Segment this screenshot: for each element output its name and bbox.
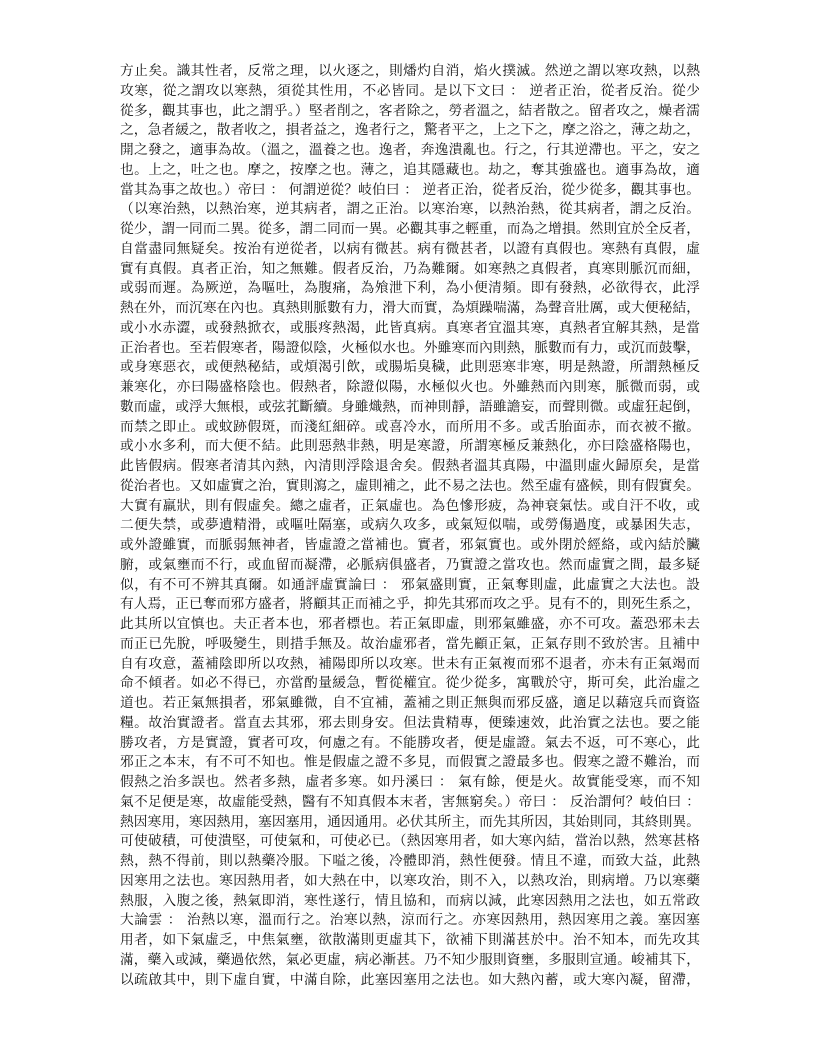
text-line: 熱，熱不得前，則以熱藥冷服。下嗌之後，冷體即消，熱性便發。情且不違，而致大益，此熱 <box>120 853 700 869</box>
text-line: 此皆假病。假寒者清其內熱，內清則浮陰退舍矣。假熱者溫其真陽，中溫則虛火歸原矣，是當 <box>120 458 700 474</box>
text-line: 自有攻意，蓋補陰即所以攻熱，補陽即所以攻寒。世未有正氣複而邪不退者，亦未有正氣竭而 <box>120 655 700 672</box>
text-line: 從少，謂一同而二異。從多，謂二同而一異。必觀其事之輕重，而為之增損。然則宜於全反者， <box>120 221 700 237</box>
text-line: 滿，藥入或減，藥過依然，氣必更虛，病必漸甚。乃不知少服則資壅，多服則宣通。峻補其下， <box>120 951 700 968</box>
text-line: 可使破積，可使潰堅，可使氣和，可使必已。（熱因寒用者，如大寒內結，當治以熱，然寒甚格 <box>120 833 700 850</box>
text-line: 因寒用之法也。寒因熱用者，如大熱在中，以寒攻治，則不入，以熱攻治，則病增。乃以寒藥 <box>120 872 700 889</box>
text-line: 似，有不可不辨其真爾。如通評虛實論曰 ： 邪氣盛則實，正氣奪則虛，此虛實之大法也。設 <box>120 576 700 593</box>
text-line: 以疏啟其中，則下虛自實，中滿自除，此塞因塞用之法也。如大熱內蓄，或大寒內凝，留滯， <box>120 971 700 988</box>
text-line: 此其所以宜慎也。夫正者本也，邪者標也。若正氣即虛，則邪氣雖盛，亦不可攻。蓋恐邪未去 <box>120 616 700 632</box>
text-line: 而正已先脫，呼吸變生，則措手無及。故治虛邪者，當先顧正氣，正氣存則不致於害。且補中 <box>120 635 700 652</box>
text-line: 從多，觀其事也，此之謂乎。）堅者削之，客者除之，勞者溫之，結者散之。留者攻之，燥者濡 <box>120 102 700 119</box>
text-line: 或小水多利，而大便不結。此則惡熱非熱，明是寒證，所謂寒極反兼熱化，亦曰陰盛格陽也， <box>120 438 700 455</box>
text-line: 熱因寒用，寒因熱用，塞因塞用，通因通用。必伏其所主，而先其所因，其始則同，其終則異。 <box>120 813 700 830</box>
text-line: 方止矣。識其性者，反常之理，以火逐之，則燔灼自消，焰火撲滅。然逆之謂以寒攻熱，以熱 <box>120 63 700 79</box>
document-page <box>120 62 700 990</box>
text-line: 大論雲 ： 治熱以寒，溫而行之。治寒以熱，涼而行之。亦寒因熱用，熱因寒用之義。塞因塞 <box>120 912 700 929</box>
text-line: 有人焉，正已奪而邪方盛者，將顧其正而補之乎，抑先其邪而攻之乎。見有不的，則死生系之， <box>120 596 700 613</box>
text-line: 氣不足便是寒，故虛能受熱，醫有不知真假本末者，害無窮矣。）帝曰 ： 反治謂何？岐伯曰 ： <box>120 793 700 810</box>
text-line: 實有真假。真者正治，知之無難。假者反治，乃為難爾。如寒熱之真假者，真寒則脈沉而細， <box>120 260 700 277</box>
text-line: 熱在外，而沉寒在內也。真熱則脈數有力，滑大而實，為煩躁喘滿，為聲音壯厲，或大便秘結， <box>120 300 700 316</box>
text-line: 而禁之即止。或蚊跡假斑，而淺紅細碎。或喜冷水，而所用不多。或舌胎面赤，而衣被不撤。 <box>120 418 700 435</box>
text-line: 攻寒，從之謂攻以寒熱，須從其性用，不必皆同。是以下文曰 ： 逆者正治，從者反治。從少 <box>120 82 700 99</box>
text-line: 熱服，入腹之後，熱氣即消，寒性遂行，情且協和，而病以減，此寒因熱用之法也，如五常政 <box>120 892 700 909</box>
text-line: 或小水赤澀，或發熱掀衣，或脹疼熱渴，此皆真病。真寒者宜溫其寒，真熱者宜解其熱，是當 <box>120 319 700 336</box>
text-line: 或弱而遲。為厥逆，為嘔吐，為腹痛，為飧泄下利，為小便清頻。即有發熱，必欲得衣，此浮 <box>120 280 700 297</box>
text-line: 或外證雖實，而脈弱無神者，皆虛證之當補也。實者，邪氣實也。或外閉於經絡，或內結於臟 <box>120 537 700 553</box>
text-line: 之，急者緩之，散者收之，損者益之，逸者行之，驚者平之，上之下之，摩之浴之，薄之劫之， <box>120 122 700 139</box>
text-line: 道也。若正氣無損者，邪氣雖微，自不宜補，蓋補之則正無與而邪反盛，適足以藉寇兵而資盜 <box>120 695 700 711</box>
text-line: 用者，如下氣虛乏，中焦氣壅，欲散滿則更虛其下，欲補下則滿甚於中。治不知本，而先攻其 <box>120 932 700 948</box>
text-line: 從治者也。又如虛實之治，實則瀉之，虛則補之，此不易之法也。然至虛有盛候，則有假實矣。 <box>120 477 700 494</box>
text-line: 數而虛，或浮大無根，或弦芤斷續。身雖熾熱，而神則靜，語雖譫妄，而聲則微。或虛狂起倒， <box>120 398 700 415</box>
text-line: 自當盡同無疑矣。按治有逆從者，以病有微甚。病有微甚者，以證有真假也。寒熱有真假，虛 <box>120 240 700 257</box>
text-line: （以寒治熱，以熱治寒，逆其病者，謂之正治。以寒治寒，以熱治熱，從其病者，謂之反治。 <box>120 201 700 218</box>
text-line: 腑，或氣壅而不行，或血留而凝滯，必脈病俱盛者，乃實證之當攻也。然而虛實之間，最多疑 <box>120 556 700 573</box>
text-line: 命不傾者。如必不得已，亦當酌量緩急，暫從權宜。從少從多，寓戰於守，斯可矣，此治虛之 <box>120 675 700 692</box>
text-line: 開之發之，適事為故。（溫之，溫養之也。逸者，奔逸潰亂也。行之，行其逆滯也。平之，安之 <box>120 142 700 158</box>
text-line: 二便失禁，或夢遺精滑，或嘔吐隔塞，或病久攻多，或氣短似喘，或勞傷過度，或暴困失志， <box>120 517 700 534</box>
text-line: 也。上之，吐之也。摩之，按摩之也。薄之，追其隱藏也。劫之，奪其強盛也。適事為故，適 <box>120 161 700 178</box>
text-line: 大實有羸狀，則有假虛矣。總之虛者，正氣虛也。為色慘形疲，為神衰氣怯。或自汗不收，或 <box>120 497 700 514</box>
text-line: 邪正之本末，有不可不知也。惟是假虛之證不多見，而假實之證最多也。假寒之證不難治，而 <box>120 754 700 771</box>
text-line: 兼寒化，亦曰陽盛格陰也。假熱者，除證似陽，水極似火也。外雖熱而內則寒，脈微而弱，或 <box>120 379 700 395</box>
text-line: 勝攻者，方是實證，實者可攻，何慮之有。不能勝攻者，便是虛證。氣去不返，可不寒心，此 <box>120 734 700 751</box>
text-line: 或身寒惡衣，或便熱秘結，或煩渴引飲，或腸垢臭穢，此則惡寒非寒，明是熱證，所謂熱極反 <box>120 359 700 376</box>
text-line: 糧。故治實證者。當直去其邪，邪去則身安。但法貴精專，便臻速效，此治實之法也。要之能 <box>120 714 700 731</box>
text-line: 當其為事之故也。）帝曰 ： 何謂逆從？岐伯曰 ： 逆者正治，從者反治，從少從多，觀其事也。 <box>120 181 700 198</box>
text-line: 假熱之治多誤也。然者多熱，虛者多寒。如丹溪曰 ： 氣有餘，便是火。故實能受寒，而不知 <box>120 774 700 790</box>
text-line: 正治者也。至若假寒者，陽證似陰，火極似水也。外雖寒而內則熱，脈數而有力，或沉而鼓擊， <box>120 339 700 356</box>
